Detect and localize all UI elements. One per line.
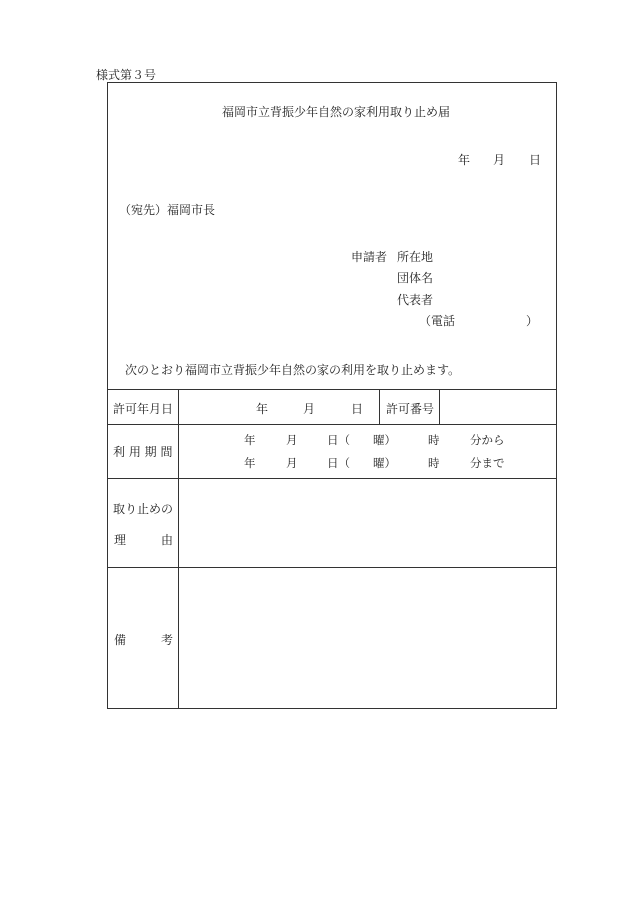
row-divider-3: [107, 567, 557, 568]
application-form-frame: [107, 82, 557, 709]
period-from-hour: 時: [428, 433, 440, 447]
permit-date-year: 年: [256, 402, 269, 416]
submission-date-year: 年: [458, 153, 471, 167]
applicant-label: 申請者: [351, 250, 388, 264]
row-divider-1: [107, 424, 557, 425]
period-to-weekday: 曜）: [373, 456, 396, 470]
label-column-divider: [178, 389, 179, 709]
permit-date-day: 日: [351, 402, 364, 416]
form-title: 福岡市立背振少年自然の家利用取り止め届: [222, 105, 451, 119]
period-from-day: 日（: [327, 433, 350, 447]
remarks-label-right: 考: [161, 633, 174, 647]
table-top-line: [107, 389, 557, 390]
phone-close: ）: [526, 314, 539, 328]
submission-date-month: 月: [493, 153, 506, 167]
period-to-day: 日（: [327, 456, 350, 470]
permit-date-label: 許可年月日: [113, 402, 174, 416]
statement-text: 次のとおり福岡市立背振少年自然の家の利用を取り止めます。: [125, 363, 461, 377]
permit-number-label: 許可番号: [386, 402, 435, 416]
period-to-year: 年: [244, 456, 256, 470]
applicant-group-label: 団体名: [397, 271, 434, 285]
form-number-label: 様式第３号: [96, 68, 157, 82]
reason-label-line2-left: 理: [114, 533, 127, 547]
remarks-label-left: 備: [114, 633, 127, 647]
submission-date-day: 日: [529, 153, 542, 167]
period-from-minute: 分から: [470, 433, 505, 447]
usage-period-label: 利 用 期 間: [113, 445, 173, 459]
period-from-year: 年: [244, 433, 256, 447]
permit-date-month: 月: [303, 402, 316, 416]
period-to-hour: 時: [428, 456, 440, 470]
period-from-weekday: 曜）: [373, 433, 396, 447]
permit-no-divider-left: [379, 389, 380, 424]
period-to-minute: 分まで: [470, 456, 505, 470]
row-divider-2: [107, 478, 557, 479]
period-to-month: 月: [286, 456, 298, 470]
applicant-representative-label: 代表者: [397, 293, 434, 307]
addressee: （宛先）福岡市長: [119, 203, 216, 217]
period-from-month: 月: [286, 433, 298, 447]
reason-label-line2-right: 由: [161, 533, 174, 547]
applicant-address-label: 所在地: [397, 250, 434, 264]
reason-label-line1: 取り止めの: [113, 502, 174, 516]
phone-open: （電話: [419, 314, 456, 328]
permit-no-divider-right: [439, 389, 440, 424]
